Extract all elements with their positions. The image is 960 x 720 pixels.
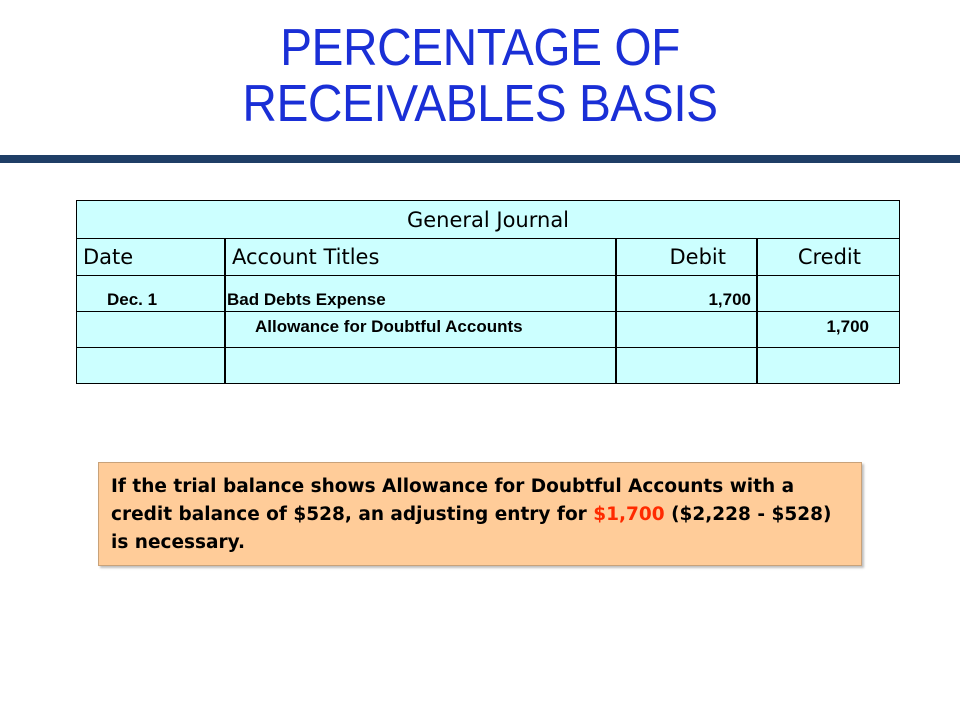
header-debit: Debit: [669, 245, 726, 269]
row-divider: [77, 311, 899, 312]
journal-title: General Journal: [77, 201, 899, 239]
header-credit: Credit: [797, 245, 861, 269]
row2-credit: 1,700: [826, 317, 869, 336]
row1-debit: 1,700: [708, 290, 751, 309]
row-divider: [77, 275, 899, 276]
slide-title-line-2: RECEIVABLES BASIS: [242, 75, 718, 133]
header-date: Date: [83, 245, 134, 269]
row1-date: Dec. 1: [107, 290, 158, 309]
slide-title: [38, 20, 921, 132]
title-divider: [0, 155, 960, 163]
row2-account: Allowance for Doubtful Accounts: [255, 317, 523, 336]
explanation-note: [98, 462, 862, 566]
header-account-titles: Account Titles: [232, 245, 380, 269]
note-text-before: If the trial balance shows Allowance for Doubtful Accounts with a credit balance of $528, an adjusting entry for: [111, 476, 795, 525]
note-text-after: ($2,228 - $528) is necessary.: [111, 504, 832, 553]
row1-account: Bad Debts Expense: [227, 290, 386, 309]
row-divider: [77, 347, 899, 348]
slide-title-line-1: PERCENTAGE OF: [280, 19, 680, 77]
note-highlight-amount: $1,700: [593, 504, 665, 525]
general-journal-table: [76, 200, 900, 384]
